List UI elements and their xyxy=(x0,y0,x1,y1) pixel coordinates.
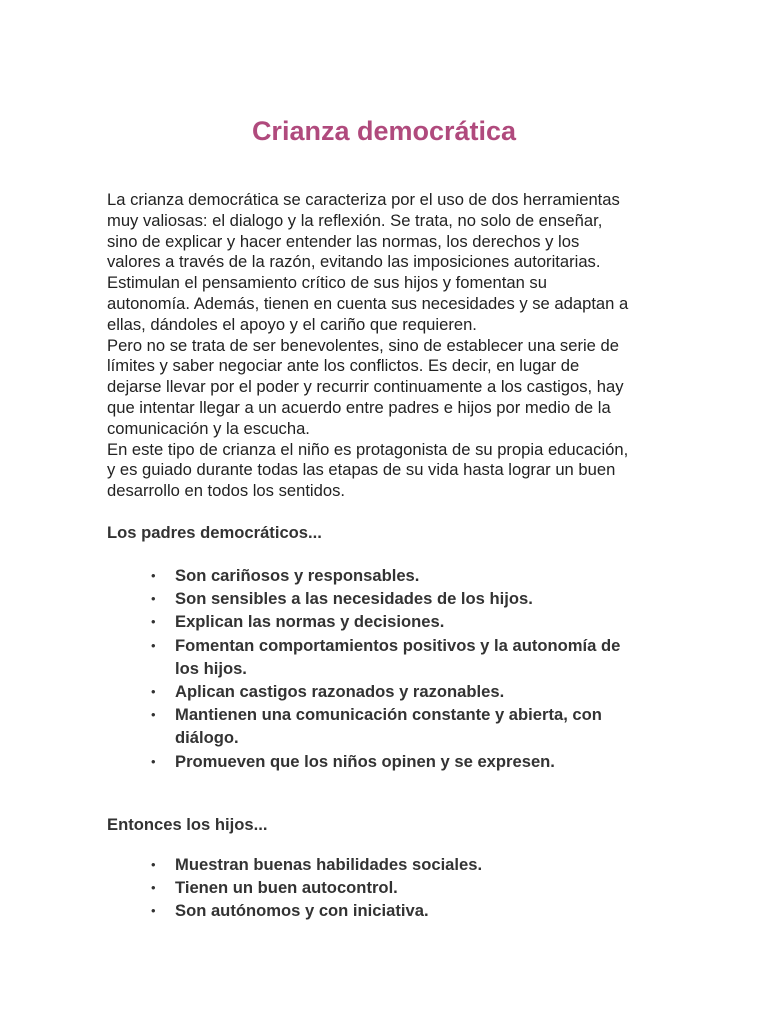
list-item-text: Mantienen una comunicación constante y abierta, con diálogo. xyxy=(175,705,602,748)
paragraph-2: Pero no se trata de ser benevolentes, sino de establecer una serie de límites y saber negociar ante los conflictos. Es decir, en lugar de dejarse llevar por el poder y recurrir continuamente a los castigos, hay que intentar llegar a un acuerdo entre padres e hijos por medio de la comunicación y la escucha. xyxy=(107,335,624,438)
bullet-icon: • xyxy=(151,637,156,653)
paragraph-1: La crianza democrática se caracteriza por el uso de dos herramientas muy valiosas: el dialogo y la reflexión. Se trata, no solo de enseñar, sino de explicar y hacer entender las normas, los derechos y los valores a través de la razón, evitando las imposiciones autoritarias. Estimulan el pensamiento crítico de sus hijos y fomentan su autonomía. Además, tienen en cuenta sus necesidades y se adaptan a ellas, dándoles el apoyo y el cariño que requieren. xyxy=(107,190,629,334)
intro-text xyxy=(107,190,697,502)
bullet-icon: • xyxy=(151,684,156,700)
list-item-text: Fomentan comportamientos positivos y la autonomía de los hijos. xyxy=(175,635,621,678)
list-item xyxy=(107,564,667,587)
paragraph-3: En este tipo de crianza el niño es protagonista de su propia educación, y es guiado durante todas las etapas de su vida hasta lograr un buen desarrollo en todos los sentidos. xyxy=(107,439,629,501)
list-item xyxy=(107,750,667,773)
list-item xyxy=(107,680,667,703)
list-item xyxy=(107,703,667,749)
list-item-text: Explican las normas y decisiones. xyxy=(175,612,445,632)
section-heading-parents: Los padres democráticos... xyxy=(107,523,322,542)
list-item-text: Aplican castigos razonados y razonables. xyxy=(175,682,505,702)
parents-list xyxy=(107,564,667,773)
list-item-text: Promueven que los niños opinen y se expresen. xyxy=(175,751,555,771)
list-item xyxy=(107,610,667,633)
list-item xyxy=(107,587,667,610)
list-item xyxy=(107,876,667,899)
bullet-icon: • xyxy=(151,591,156,607)
bullet-icon: • xyxy=(151,568,156,583)
bullet-icon: • xyxy=(151,753,156,769)
list-item-text: Tienen un buen autocontrol. xyxy=(175,878,398,898)
section-heading-children: Entonces los hijos... xyxy=(107,815,268,834)
bullet-icon: • xyxy=(151,614,156,630)
bullet-icon: • xyxy=(151,903,156,919)
list-item-text: Muestran buenas habilidades sociales. xyxy=(175,855,483,874)
list-item-text: Son autónomos y con iniciativa. xyxy=(175,901,429,921)
list-item-text: Son sensibles a las necesidades de los hijos. xyxy=(175,589,533,609)
bullet-icon: • xyxy=(151,880,156,896)
bullet-icon: • xyxy=(151,707,156,723)
list-item xyxy=(107,899,667,922)
children-list xyxy=(107,853,667,923)
list-item xyxy=(107,634,667,680)
list-item xyxy=(107,853,667,876)
bullet-icon: • xyxy=(151,857,156,872)
document-title: Crianza democrática xyxy=(251,116,517,146)
list-item-text: Son cariñosos y responsables. xyxy=(175,566,420,585)
